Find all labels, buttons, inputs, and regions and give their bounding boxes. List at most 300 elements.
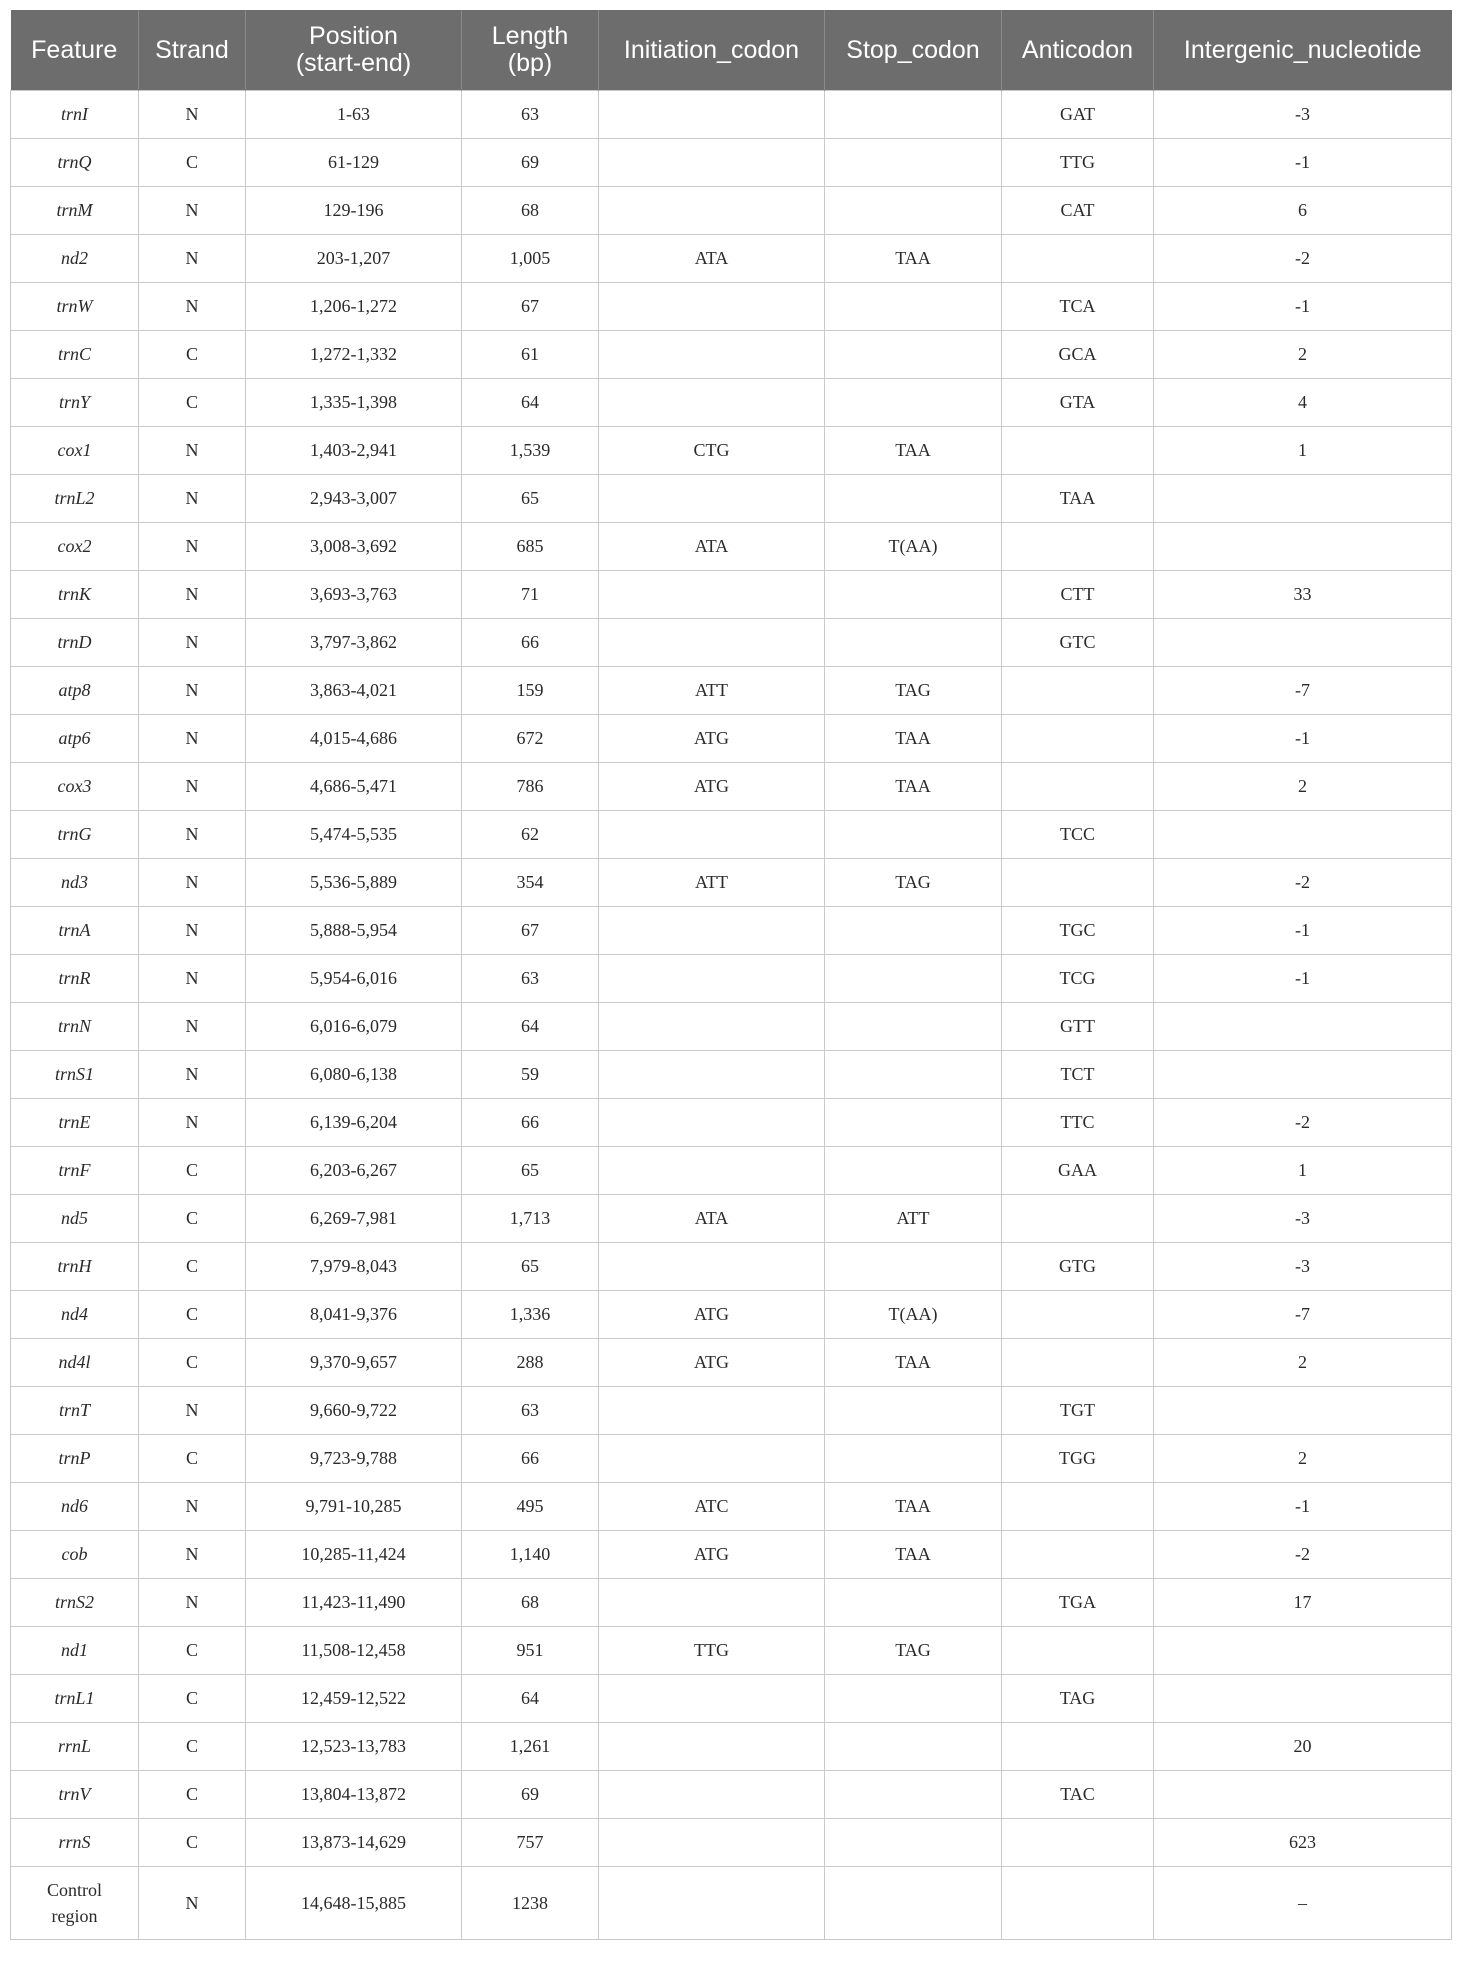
anticodon-cell: TCA xyxy=(1002,283,1154,331)
intergenic-cell xyxy=(1154,811,1452,859)
table-row xyxy=(11,667,1452,715)
intergenic-cell: – xyxy=(1154,1867,1452,1940)
initiation-codon-cell xyxy=(599,187,825,235)
anticodon-cell: TCG xyxy=(1002,955,1154,1003)
feature-cell: trnY xyxy=(11,379,139,427)
length-cell: 65 xyxy=(462,1147,599,1195)
length-cell: 1238 xyxy=(462,1867,599,1940)
feature-cell: trnP xyxy=(11,1435,139,1483)
intergenic-cell xyxy=(1154,619,1452,667)
position-cell: 13,873-14,629 xyxy=(246,1819,462,1867)
mitogenome-feature-table xyxy=(10,10,1452,1940)
intergenic-cell: 4 xyxy=(1154,379,1452,427)
table-row xyxy=(11,379,1452,427)
feature-cell: trnL1 xyxy=(11,1675,139,1723)
position-cell: 9,723-9,788 xyxy=(246,1435,462,1483)
initiation-codon-cell xyxy=(599,475,825,523)
table-row xyxy=(11,331,1452,379)
table-row xyxy=(11,187,1452,235)
intergenic-cell: -1 xyxy=(1154,715,1452,763)
stop-codon-cell xyxy=(825,283,1002,331)
length-cell: 159 xyxy=(462,667,599,715)
stop-codon-cell xyxy=(825,1099,1002,1147)
intergenic-cell: -7 xyxy=(1154,1291,1452,1339)
initiation-codon-cell xyxy=(599,1243,825,1291)
length-cell: 62 xyxy=(462,811,599,859)
length-cell: 68 xyxy=(462,1579,599,1627)
position-cell: 203-1,207 xyxy=(246,235,462,283)
stop-codon-cell xyxy=(825,1579,1002,1627)
intergenic-cell: -1 xyxy=(1154,955,1452,1003)
length-cell: 64 xyxy=(462,379,599,427)
feature-cell: cox2 xyxy=(11,523,139,571)
table-row xyxy=(11,1195,1452,1243)
stop-codon-cell: TAA xyxy=(825,235,1002,283)
intergenic-cell: -3 xyxy=(1154,1195,1452,1243)
position-cell: 1,206-1,272 xyxy=(246,283,462,331)
strand-cell: N xyxy=(139,1531,246,1579)
strand-cell: N xyxy=(139,907,246,955)
table-row xyxy=(11,1819,1452,1867)
length-cell: 1,261 xyxy=(462,1723,599,1771)
intergenic-cell xyxy=(1154,1387,1452,1435)
length-cell: 951 xyxy=(462,1627,599,1675)
feature-cell: cox3 xyxy=(11,763,139,811)
table-row xyxy=(11,91,1452,139)
anticodon-cell xyxy=(1002,523,1154,571)
intergenic-cell xyxy=(1154,1003,1452,1051)
length-cell: 66 xyxy=(462,619,599,667)
position-cell: 5,536-5,889 xyxy=(246,859,462,907)
position-cell: 11,423-11,490 xyxy=(246,1579,462,1627)
position-cell: 3,797-3,862 xyxy=(246,619,462,667)
table-row xyxy=(11,1147,1452,1195)
position-cell: 5,954-6,016 xyxy=(246,955,462,1003)
stop-codon-cell xyxy=(825,571,1002,619)
intergenic-cell: 2 xyxy=(1154,1339,1452,1387)
strand-cell: N xyxy=(139,1099,246,1147)
table-header-row xyxy=(11,10,1452,91)
length-cell: 65 xyxy=(462,475,599,523)
intergenic-cell: -1 xyxy=(1154,283,1452,331)
strand-cell: N xyxy=(139,1867,246,1940)
anticodon-cell: TGT xyxy=(1002,1387,1154,1435)
initiation-codon-cell xyxy=(599,571,825,619)
intergenic-cell: 2 xyxy=(1154,331,1452,379)
anticodon-cell: GCA xyxy=(1002,331,1154,379)
table-row xyxy=(11,1483,1452,1531)
anticodon-cell: GAT xyxy=(1002,91,1154,139)
feature-cell: nd5 xyxy=(11,1195,139,1243)
position-cell: 8,041-9,376 xyxy=(246,1291,462,1339)
intergenic-cell: 1 xyxy=(1154,1147,1452,1195)
length-cell: 1,336 xyxy=(462,1291,599,1339)
intergenic-cell: -2 xyxy=(1154,859,1452,907)
initiation-codon-cell: ATT xyxy=(599,859,825,907)
strand-cell: N xyxy=(139,667,246,715)
header-position: Position (start-end) xyxy=(246,10,462,91)
length-cell: 64 xyxy=(462,1003,599,1051)
strand-cell: C xyxy=(139,139,246,187)
intergenic-cell: 623 xyxy=(1154,1819,1452,1867)
length-cell: 786 xyxy=(462,763,599,811)
anticodon-cell: GTC xyxy=(1002,619,1154,667)
anticodon-cell: TAC xyxy=(1002,1771,1154,1819)
stop-codon-cell: TAG xyxy=(825,1627,1002,1675)
table-row xyxy=(11,1003,1452,1051)
initiation-codon-cell xyxy=(599,1051,825,1099)
intergenic-cell: -1 xyxy=(1154,907,1452,955)
position-cell: 12,523-13,783 xyxy=(246,1723,462,1771)
initiation-codon-cell xyxy=(599,1435,825,1483)
anticodon-cell xyxy=(1002,1483,1154,1531)
table-row xyxy=(11,1675,1452,1723)
length-cell: 64 xyxy=(462,1675,599,1723)
length-cell: 67 xyxy=(462,283,599,331)
feature-cell: atp8 xyxy=(11,667,139,715)
position-cell: 6,016-6,079 xyxy=(246,1003,462,1051)
intergenic-cell: -2 xyxy=(1154,1531,1452,1579)
feature-cell: rrnL xyxy=(11,1723,139,1771)
strand-cell: N xyxy=(139,715,246,763)
position-cell: 4,686-5,471 xyxy=(246,763,462,811)
position-cell: 10,285-11,424 xyxy=(246,1531,462,1579)
strand-cell: C xyxy=(139,1195,246,1243)
intergenic-cell: 2 xyxy=(1154,763,1452,811)
header-initiation-codon: Initiation_codon xyxy=(599,10,825,91)
initiation-codon-cell: ATG xyxy=(599,1291,825,1339)
table-row xyxy=(11,1435,1452,1483)
stop-codon-cell xyxy=(825,619,1002,667)
stop-codon-cell: ATT xyxy=(825,1195,1002,1243)
anticodon-cell: TGA xyxy=(1002,1579,1154,1627)
stop-codon-cell: TAG xyxy=(825,667,1002,715)
anticodon-cell xyxy=(1002,1339,1154,1387)
anticodon-cell xyxy=(1002,1819,1154,1867)
strand-cell: N xyxy=(139,427,246,475)
position-cell: 2,943-3,007 xyxy=(246,475,462,523)
strand-cell: C xyxy=(139,1771,246,1819)
table-row xyxy=(11,1051,1452,1099)
stop-codon-cell: TAA xyxy=(825,763,1002,811)
anticodon-cell: GAA xyxy=(1002,1147,1154,1195)
stop-codon-cell xyxy=(825,1051,1002,1099)
initiation-codon-cell xyxy=(599,1147,825,1195)
initiation-codon-cell xyxy=(599,1003,825,1051)
strand-cell: C xyxy=(139,1435,246,1483)
anticodon-cell xyxy=(1002,1195,1154,1243)
table-row xyxy=(11,955,1452,1003)
stop-codon-cell xyxy=(825,1867,1002,1940)
intergenic-cell: -2 xyxy=(1154,235,1452,283)
length-cell: 66 xyxy=(462,1435,599,1483)
position-cell: 9,660-9,722 xyxy=(246,1387,462,1435)
header-feature: Feature xyxy=(11,10,139,91)
anticodon-cell xyxy=(1002,715,1154,763)
initiation-codon-cell xyxy=(599,1099,825,1147)
strand-cell: N xyxy=(139,763,246,811)
intergenic-cell: 20 xyxy=(1154,1723,1452,1771)
feature-cell: nd4 xyxy=(11,1291,139,1339)
stop-codon-cell: TAA xyxy=(825,1483,1002,1531)
header-anticodon: Anticodon xyxy=(1002,10,1154,91)
length-cell: 65 xyxy=(462,1243,599,1291)
position-cell: 1,403-2,941 xyxy=(246,427,462,475)
intergenic-cell xyxy=(1154,1675,1452,1723)
table-body xyxy=(11,91,1452,1940)
table-row xyxy=(11,1243,1452,1291)
length-cell: 1,539 xyxy=(462,427,599,475)
anticodon-cell xyxy=(1002,859,1154,907)
intergenic-cell: 6 xyxy=(1154,187,1452,235)
intergenic-cell: -7 xyxy=(1154,667,1452,715)
stop-codon-cell xyxy=(825,1147,1002,1195)
strand-cell: N xyxy=(139,187,246,235)
strand-cell: N xyxy=(139,1483,246,1531)
anticodon-cell xyxy=(1002,1291,1154,1339)
table-row xyxy=(11,523,1452,571)
length-cell: 757 xyxy=(462,1819,599,1867)
position-cell: 61-129 xyxy=(246,139,462,187)
table-container xyxy=(10,10,1451,1940)
intergenic-cell: -3 xyxy=(1154,1243,1452,1291)
stop-codon-cell xyxy=(825,1819,1002,1867)
stop-codon-cell xyxy=(825,91,1002,139)
table-row xyxy=(11,1531,1452,1579)
feature-cell: trnL2 xyxy=(11,475,139,523)
initiation-codon-cell: TTG xyxy=(599,1627,825,1675)
feature-cell: trnF xyxy=(11,1147,139,1195)
length-cell: 61 xyxy=(462,331,599,379)
table-row xyxy=(11,139,1452,187)
length-cell: 1,005 xyxy=(462,235,599,283)
position-cell: 9,370-9,657 xyxy=(246,1339,462,1387)
strand-cell: C xyxy=(139,1147,246,1195)
intergenic-cell: 33 xyxy=(1154,571,1452,619)
intergenic-cell: -1 xyxy=(1154,1483,1452,1531)
length-cell: 1,713 xyxy=(462,1195,599,1243)
feature-cell: trnD xyxy=(11,619,139,667)
initiation-codon-cell xyxy=(599,955,825,1003)
stop-codon-cell xyxy=(825,475,1002,523)
length-cell: 66 xyxy=(462,1099,599,1147)
table-row xyxy=(11,619,1452,667)
header-intergenic-nucleotide: Intergenic_nucleotide xyxy=(1154,10,1452,91)
initiation-codon-cell: ATA xyxy=(599,235,825,283)
position-cell: 5,474-5,535 xyxy=(246,811,462,859)
strand-cell: N xyxy=(139,1003,246,1051)
stop-codon-cell xyxy=(825,139,1002,187)
position-cell: 4,015-4,686 xyxy=(246,715,462,763)
stop-codon-cell xyxy=(825,379,1002,427)
anticodon-cell: GTT xyxy=(1002,1003,1154,1051)
strand-cell: N xyxy=(139,571,246,619)
position-cell: 7,979-8,043 xyxy=(246,1243,462,1291)
intergenic-cell xyxy=(1154,475,1452,523)
feature-cell: trnS2 xyxy=(11,1579,139,1627)
length-cell: 63 xyxy=(462,91,599,139)
table-row xyxy=(11,1387,1452,1435)
position-cell: 3,008-3,692 xyxy=(246,523,462,571)
strand-cell: C xyxy=(139,1627,246,1675)
initiation-codon-cell xyxy=(599,331,825,379)
table-row xyxy=(11,1771,1452,1819)
intergenic-cell xyxy=(1154,523,1452,571)
header-strand: Strand xyxy=(139,10,246,91)
feature-cell: trnR xyxy=(11,955,139,1003)
feature-cell: trnC xyxy=(11,331,139,379)
strand-cell: C xyxy=(139,331,246,379)
stop-codon-cell: TAA xyxy=(825,427,1002,475)
length-cell: 67 xyxy=(462,907,599,955)
position-cell: 6,203-6,267 xyxy=(246,1147,462,1195)
position-cell: 1,272-1,332 xyxy=(246,331,462,379)
anticodon-cell: CTT xyxy=(1002,571,1154,619)
position-cell: 3,693-3,763 xyxy=(246,571,462,619)
feature-cell: trnE xyxy=(11,1099,139,1147)
strand-cell: N xyxy=(139,811,246,859)
stop-codon-cell: TAA xyxy=(825,1531,1002,1579)
feature-cell: trnH xyxy=(11,1243,139,1291)
length-cell: 1,140 xyxy=(462,1531,599,1579)
position-cell: 6,139-6,204 xyxy=(246,1099,462,1147)
strand-cell: C xyxy=(139,1243,246,1291)
anticodon-cell: TAG xyxy=(1002,1675,1154,1723)
table-row xyxy=(11,763,1452,811)
position-cell: 12,459-12,522 xyxy=(246,1675,462,1723)
feature-cell: nd2 xyxy=(11,235,139,283)
feature-cell: trnS1 xyxy=(11,1051,139,1099)
strand-cell: C xyxy=(139,1723,246,1771)
intergenic-cell: 17 xyxy=(1154,1579,1452,1627)
stop-codon-cell xyxy=(825,187,1002,235)
intergenic-cell: 2 xyxy=(1154,1435,1452,1483)
anticodon-cell: TCT xyxy=(1002,1051,1154,1099)
anticodon-cell: GTG xyxy=(1002,1243,1154,1291)
strand-cell: N xyxy=(139,523,246,571)
anticodon-cell: GTA xyxy=(1002,379,1154,427)
header-stop-codon: Stop_codon xyxy=(825,10,1002,91)
position-cell: 3,863-4,021 xyxy=(246,667,462,715)
strand-cell: N xyxy=(139,283,246,331)
length-cell: 68 xyxy=(462,187,599,235)
strand-cell: C xyxy=(139,379,246,427)
table-row xyxy=(11,811,1452,859)
anticodon-cell: TTG xyxy=(1002,139,1154,187)
initiation-codon-cell: ATG xyxy=(599,715,825,763)
feature-cell: nd6 xyxy=(11,1483,139,1531)
initiation-codon-cell: CTG xyxy=(599,427,825,475)
stop-codon-cell xyxy=(825,1723,1002,1771)
strand-cell: N xyxy=(139,955,246,1003)
initiation-codon-cell xyxy=(599,619,825,667)
position-cell: 5,888-5,954 xyxy=(246,907,462,955)
anticodon-cell: TGG xyxy=(1002,1435,1154,1483)
stop-codon-cell xyxy=(825,1771,1002,1819)
header-length: Length (bp) xyxy=(462,10,599,91)
stop-codon-cell: TAA xyxy=(825,715,1002,763)
feature-cell: trnI xyxy=(11,91,139,139)
position-cell: 11,508-12,458 xyxy=(246,1627,462,1675)
table-row xyxy=(11,475,1452,523)
strand-cell: N xyxy=(139,1579,246,1627)
feature-cell: trnQ xyxy=(11,139,139,187)
table-row xyxy=(11,1339,1452,1387)
anticodon-cell: CAT xyxy=(1002,187,1154,235)
table-row xyxy=(11,1867,1452,1940)
intergenic-cell xyxy=(1154,1627,1452,1675)
anticodon-cell: TTC xyxy=(1002,1099,1154,1147)
anticodon-cell: TAA xyxy=(1002,475,1154,523)
stop-codon-cell xyxy=(825,955,1002,1003)
length-cell: 354 xyxy=(462,859,599,907)
feature-cell: trnG xyxy=(11,811,139,859)
feature-cell: nd4l xyxy=(11,1339,139,1387)
stop-codon-cell: T(AA) xyxy=(825,1291,1002,1339)
stop-codon-cell xyxy=(825,331,1002,379)
stop-codon-cell xyxy=(825,1435,1002,1483)
position-cell: 6,080-6,138 xyxy=(246,1051,462,1099)
stop-codon-cell xyxy=(825,1003,1002,1051)
initiation-codon-cell xyxy=(599,1675,825,1723)
table-row xyxy=(11,1627,1452,1675)
feature-cell: cob xyxy=(11,1531,139,1579)
stop-codon-cell: TAA xyxy=(825,1339,1002,1387)
feature-cell: atp6 xyxy=(11,715,139,763)
initiation-codon-cell xyxy=(599,1579,825,1627)
strand-cell: C xyxy=(139,1819,246,1867)
position-cell: 13,804-13,872 xyxy=(246,1771,462,1819)
initiation-codon-cell: ATG xyxy=(599,1531,825,1579)
table-row xyxy=(11,1723,1452,1771)
length-cell: 63 xyxy=(462,955,599,1003)
strand-cell: N xyxy=(139,619,246,667)
anticodon-cell: TCC xyxy=(1002,811,1154,859)
table-row xyxy=(11,715,1452,763)
length-cell: 69 xyxy=(462,139,599,187)
initiation-codon-cell xyxy=(599,1387,825,1435)
length-cell: 685 xyxy=(462,523,599,571)
position-cell: 14,648-15,885 xyxy=(246,1867,462,1940)
strand-cell: N xyxy=(139,91,246,139)
position-cell: 6,269-7,981 xyxy=(246,1195,462,1243)
anticodon-cell xyxy=(1002,763,1154,811)
feature-cell: trnV xyxy=(11,1771,139,1819)
table-row xyxy=(11,283,1452,331)
initiation-codon-cell xyxy=(599,139,825,187)
stop-codon-cell xyxy=(825,907,1002,955)
length-cell: 69 xyxy=(462,1771,599,1819)
stop-codon-cell: T(AA) xyxy=(825,523,1002,571)
initiation-codon-cell: ATG xyxy=(599,763,825,811)
strand-cell: C xyxy=(139,1291,246,1339)
anticodon-cell xyxy=(1002,1627,1154,1675)
initiation-codon-cell xyxy=(599,1723,825,1771)
strand-cell: N xyxy=(139,1387,246,1435)
feature-cell: trnA xyxy=(11,907,139,955)
initiation-codon-cell xyxy=(599,811,825,859)
strand-cell: N xyxy=(139,859,246,907)
length-cell: 672 xyxy=(462,715,599,763)
strand-cell: N xyxy=(139,1051,246,1099)
intergenic-cell: 1 xyxy=(1154,427,1452,475)
feature-cell: nd3 xyxy=(11,859,139,907)
table-row xyxy=(11,1291,1452,1339)
stop-codon-cell xyxy=(825,1675,1002,1723)
feature-cell: trnM xyxy=(11,187,139,235)
feature-cell: rrnS xyxy=(11,1819,139,1867)
table-row xyxy=(11,1579,1452,1627)
